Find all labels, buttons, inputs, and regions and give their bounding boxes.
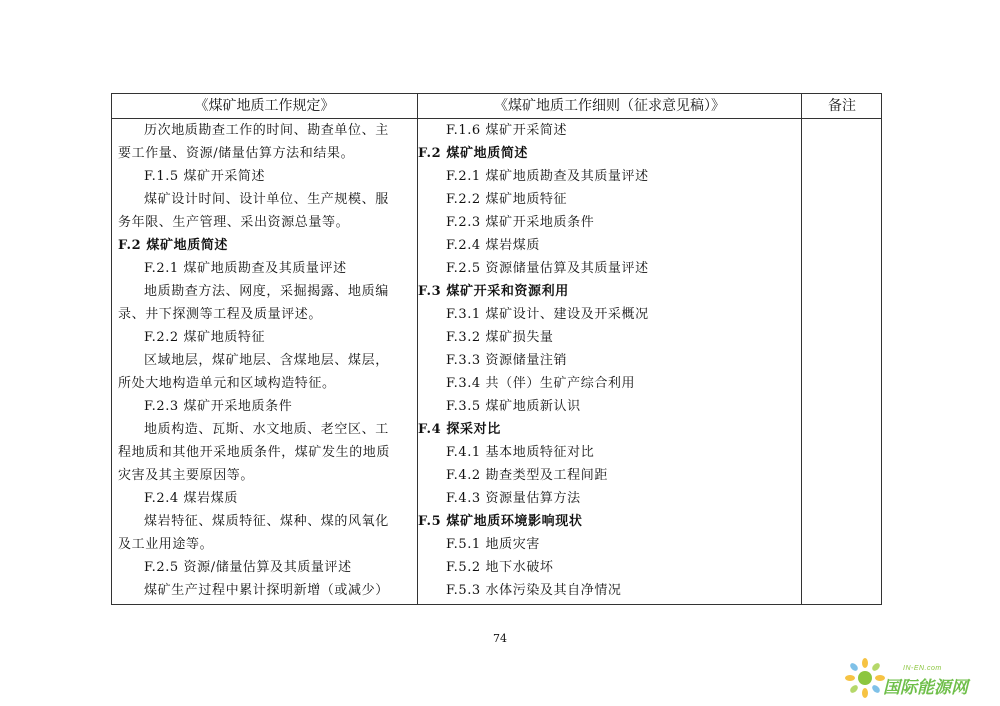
header-regulation: 《煤矿地质工作规定》 (194, 98, 335, 114)
watermark-domain: IN-EN.com (903, 665, 942, 672)
table-line: F.2.5 资源储量估算及其质量评述 (446, 261, 649, 276)
table-line: 灾害及其主要原因等。 (118, 468, 255, 483)
header-detailed-rules: 《煤矿地质工作细则（征求意见稿）》 (494, 98, 725, 114)
table-line: F.3.3 资源储量注销 (446, 353, 568, 368)
table-line: F.5.2 地下水破坏 (446, 560, 554, 575)
table-line: F.4 探采对比 (418, 422, 501, 437)
table-line: 地质构造、瓦斯、水文地质、老空区、工 (144, 422, 389, 437)
middle-column (418, 119, 798, 602)
table-line: F.2.5 资源/储量估算及其质量评述 (144, 560, 352, 575)
table-line: F.2 煤矿地质简述 (418, 146, 529, 161)
table-line: F.4.1 基本地质特征对比 (446, 445, 595, 460)
table-line: F.1.6 煤矿开采简述 (446, 123, 568, 138)
table-line: F.5.3 水体污染及其自净情况 (446, 583, 622, 598)
table-line: F.4.2 勘查类型及工程间距 (446, 468, 608, 483)
table-line: 煤矿生产过程中累计探明新增（或减少） (144, 583, 389, 598)
table-line: F.3.2 煤矿损失量 (446, 330, 554, 345)
table-line: 煤矿设计时间、设计单位、生产规模、服 (144, 192, 389, 207)
table-line: F.1.5 煤矿开采简述 (144, 169, 266, 184)
table-line: F.2.4 煤岩煤质 (446, 238, 540, 253)
table-line: F.2.1 煤矿地质勘查及其质量评述 (446, 169, 649, 184)
table-line: F.3 煤矿开采和资源利用 (418, 284, 569, 299)
table-line: F.2.2 煤矿地质特征 (446, 192, 568, 207)
table-line: 及工业用途等。 (118, 537, 214, 552)
table-line: F.5 煤矿地质环境影响现状 (418, 514, 583, 529)
table-line: 煤岩特征、煤质特征、煤种、煤的风氧化 (144, 514, 389, 529)
table-line: F.5.1 地质灾害 (446, 537, 540, 552)
table-line: 所处大地构造单元和区域构造特征。 (118, 376, 336, 391)
table-line: F.2.3 煤矿开采地质条件 (446, 215, 595, 230)
table-line: 历次地质勘查工作的时间、勘查单位、主 (144, 123, 389, 138)
left-column (118, 119, 414, 602)
table-line: 务年限、生产管理、采出资源总量等。 (118, 215, 350, 230)
table-line: F.3.1 煤矿设计、建设及开采概况 (446, 307, 649, 322)
table-line: F.4.3 资源量估算方法 (446, 491, 581, 506)
table-line: 要工作量、资源/储量估算方法和结果。 (118, 146, 355, 161)
sun-logo-icon (845, 657, 885, 699)
table-line: 录、井下探测等工程及质量评述。 (118, 307, 323, 322)
table-line: F.2.2 煤矿地质特征 (144, 330, 266, 345)
table-line: F.3.4 共（伴）生矿产综合利用 (446, 376, 636, 391)
comparison-table (111, 93, 882, 605)
table-line: F.2 煤矿地质简述 (118, 238, 229, 253)
table-line: F.2.4 煤岩煤质 (144, 491, 238, 506)
header-remarks: 备注 (828, 98, 856, 114)
table-line: 程地质和其他开采地质条件，煤矿发生的地质 (118, 445, 391, 460)
table-line: F.3.5 煤矿地质新认识 (446, 399, 581, 414)
table-line: F.2.3 煤矿开采地质条件 (144, 399, 293, 414)
table-line: 地质勘查方法、网度，采掘揭露、地质编 (144, 284, 389, 299)
page-number: 74 (493, 632, 507, 645)
watermark-logo (845, 655, 995, 700)
table-line: F.2.1 煤矿地质勘查及其质量评述 (144, 261, 347, 276)
watermark-name: 国际能源网 (883, 678, 968, 698)
column-divider (801, 94, 802, 604)
table-line: 区域地层，煤矿地层、含煤地层、煤层， (144, 353, 389, 368)
